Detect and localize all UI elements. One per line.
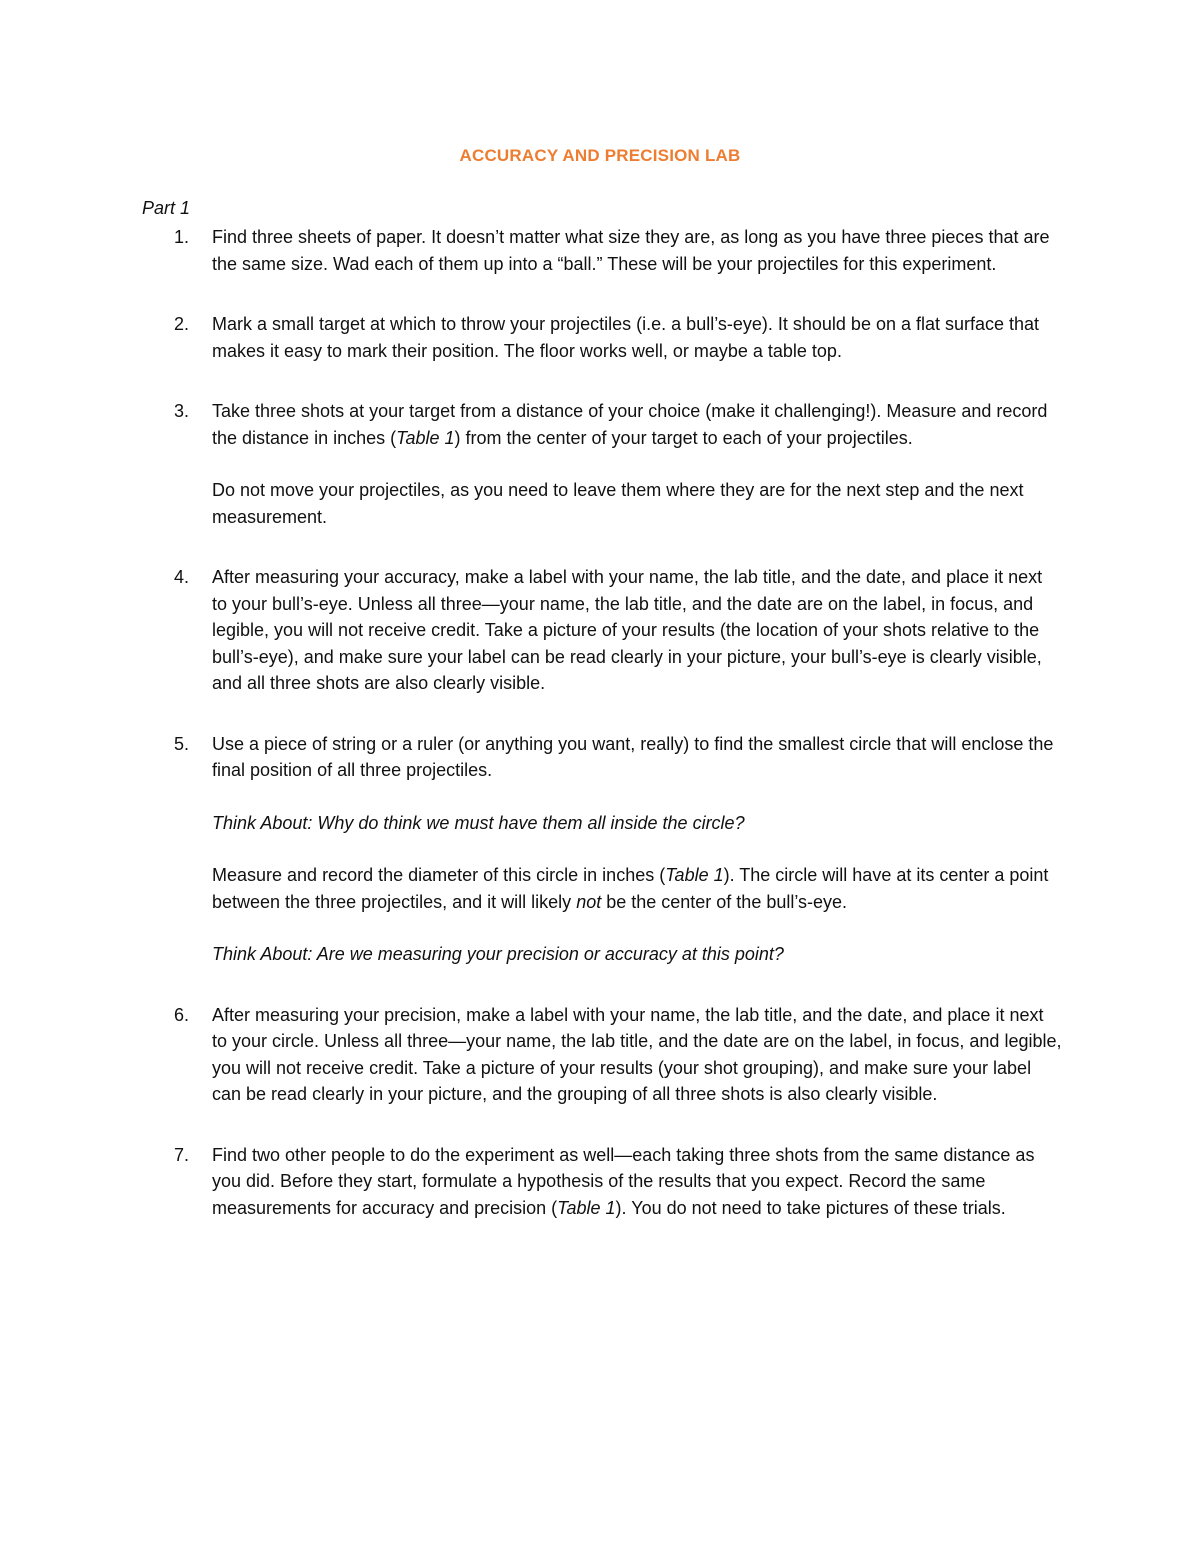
step-number: 2. [174,314,190,334]
step-text-part: Take three shots at your target from a distance of your choice (make it challenging!). Measure and record the distance in inches ( [212,401,1048,448]
step-body [212,564,1062,697]
step-text-part: ) from the center of your target to each of your projectiles. [454,427,913,448]
step-measure-text [212,862,1062,915]
step-number: 1. [174,227,190,247]
list-item [142,731,1062,968]
step-text: Find three sheets of paper. It doesn’t matter what size they are, as long as you have three pieces that are the same size. Wad each of them up into a “ball.” These will be your projectiles for this experiment. [212,227,1050,274]
list-item [142,1142,1062,1222]
step-text-part: be the center of the bull’s-eye. [601,891,848,912]
step-text [212,1142,1062,1222]
table-reference: Table 1 [665,865,724,885]
step-body [212,1142,1062,1222]
step-text [212,398,1062,451]
step-text: Use a piece of string or a ruler (or anything you want, really) to find the smallest circle that will enclose the final position of all three projectiles. [212,733,1054,780]
steps-list [142,224,1062,1255]
step-number: 3. [174,401,190,421]
step-text-part: Measure and record the diameter of this circle in inches ( [212,865,666,885]
think-about-question: Think About: Are we measuring your precision or accuracy at this point? [212,944,784,964]
step-body [212,398,1062,530]
step-number: 6. [174,1004,190,1025]
table-reference: Table 1 [396,427,455,448]
step-text-part: Find two other people to do the experiment as well—each taking three shots from the same distance as you did. Before they start, formulate a hypothesis of the results that you expect. Record the same measurements for accuracy and precision ( [212,1144,1035,1218]
list-item [142,1002,1062,1108]
step-text: Mark a small target at which to throw your projectiles (i.e. a bull’s-eye). It should be on a flat surface that makes it easy to mark their position. The floor works well, or maybe a table top. [212,314,1040,361]
page-title: ACCURACY AND PRECISION LAB [459,146,741,165]
step-note: Do not move your projectiles, as you need to leave them where they are for the next step and the next measurement. [212,480,1024,527]
list-item [142,311,1062,364]
emphasis-not: not [576,891,602,912]
step-number: 7. [174,1144,190,1165]
step-text: After measuring your precision, make a label with your name, the lab title, and the date, and place it next to your circle. Unless all three—your name, the lab title, and the date are on the label, in focus, and legible, you will not receive credit. Take a picture of your results (your shot grouping), and make sure your label can be read clearly in your picture, and the grouping of all three shots is also clearly visible. [212,1004,1062,1104]
list-item [142,398,1062,530]
table-reference: Table 1 [557,1197,616,1218]
step-body [212,731,1062,968]
think-about-question: Think About: Why do think we must have them all inside the circle? [212,812,745,833]
step-text-part: ). You do not need to take pictures of these trials. [615,1197,1006,1218]
part-label: Part 1 [142,198,191,218]
step-body [212,1002,1062,1108]
step-body [212,311,1062,364]
list-item [142,224,1062,277]
step-number: 5. [174,733,190,754]
step-number: 4. [174,567,190,587]
step-text-part: ). The circle will have at its center a point between the three projectiles, and it will likely [212,865,1049,912]
step-text: After measuring your accuracy, make a label with your name, the lab title, and the date, and place it next to your bull’s-eye. Unless all three—your name, the lab title, and the date are on the label, in focus, and legible, you will not receive credit. Take a picture of your results (the location of your shots relative to the bull’s-eye), and make sure your label can be read clearly in your picture, your bull’s-eye is clearly visible, and all three shots are also clearly visible. [212,567,1043,693]
step-body [212,224,1062,277]
list-item [142,564,1062,697]
